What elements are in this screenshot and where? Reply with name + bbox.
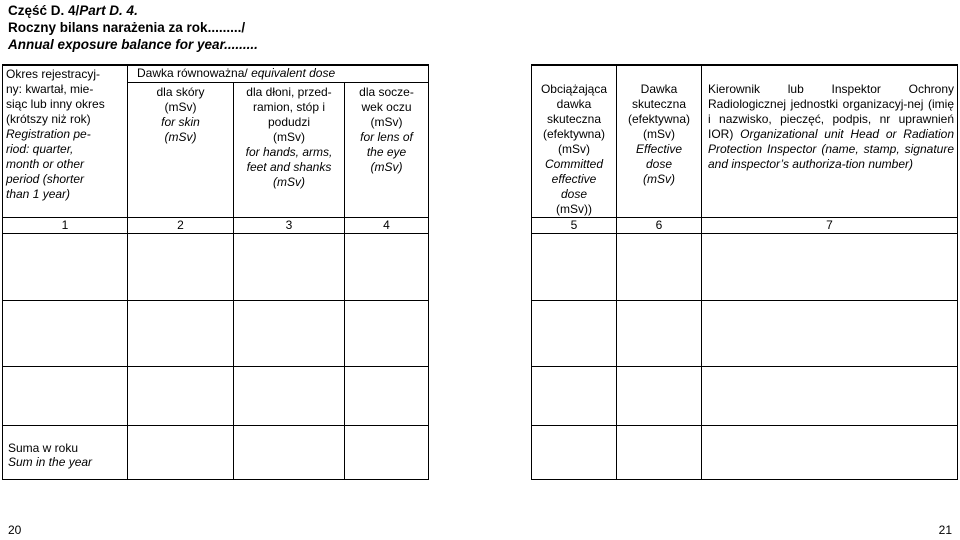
col-number-1: 1 xyxy=(61,218,69,232)
committed-dose-header: Obciążająca dawka skuteczna (efektywna) (mSv) Committed effective dose (mSv)) xyxy=(540,82,608,216)
skin-header: dla skóry (mSv) for skin (mSv) xyxy=(156,85,205,144)
page-number-left: 20 xyxy=(8,523,22,537)
part-label xyxy=(8,2,138,19)
sum-row-label: Suma w roku Sum in the year xyxy=(8,441,93,469)
page-number-right: 21 xyxy=(938,523,952,537)
col-number-7: 7 xyxy=(826,218,833,232)
title-en: Annual exposure balance for year......... xyxy=(8,37,258,52)
signature-header: Kierownik lub Inspektor Ochrony Radiologicznej jednostki organizacyj-nej (imię i nazwisko, pieczęć, podpis, nr uprawnień IOR) Organizational unit Head or Radiation Protection Inspector (name, stamp, signature and inspector’s authoriza-tion number) xyxy=(708,82,954,171)
part-label-pl: Część D. 4/ xyxy=(8,3,80,18)
period-header-pl: Okres rejestracyj- ny: kwartał, mie- siąc lub inny okres (krótszy niż rok) xyxy=(6,67,105,126)
effective-dose-header: Dawka skuteczna (efektywna) (mSv) Effective dose (mSv) xyxy=(627,82,691,186)
col-number-2: 2 xyxy=(177,218,184,232)
hands-header: dla dłoni, przed- ramion, stóp i podudzi (mSv) for hands, arms, feet and shanks (mSv) xyxy=(245,85,333,189)
period-header-en: Registration pe- riod: quarter, month or other period (shorter than 1 year) xyxy=(6,127,91,201)
title-pl: Roczny bilans narażenia za rok........./ xyxy=(8,20,246,35)
col-number-5: 5 xyxy=(570,218,578,232)
col-number-6: 6 xyxy=(655,218,663,232)
eye-lens-header: dla socze- wek oczu (mSv) for lens of the eye (mSv) xyxy=(359,85,414,174)
period-header xyxy=(6,67,126,202)
equivalent-dose-header: Dawka równoważna/ equivalent dose xyxy=(137,66,336,80)
col-number-4: 4 xyxy=(383,218,390,232)
col-number-3: 3 xyxy=(285,218,293,232)
part-label-en: Part D. 4. xyxy=(79,3,138,18)
